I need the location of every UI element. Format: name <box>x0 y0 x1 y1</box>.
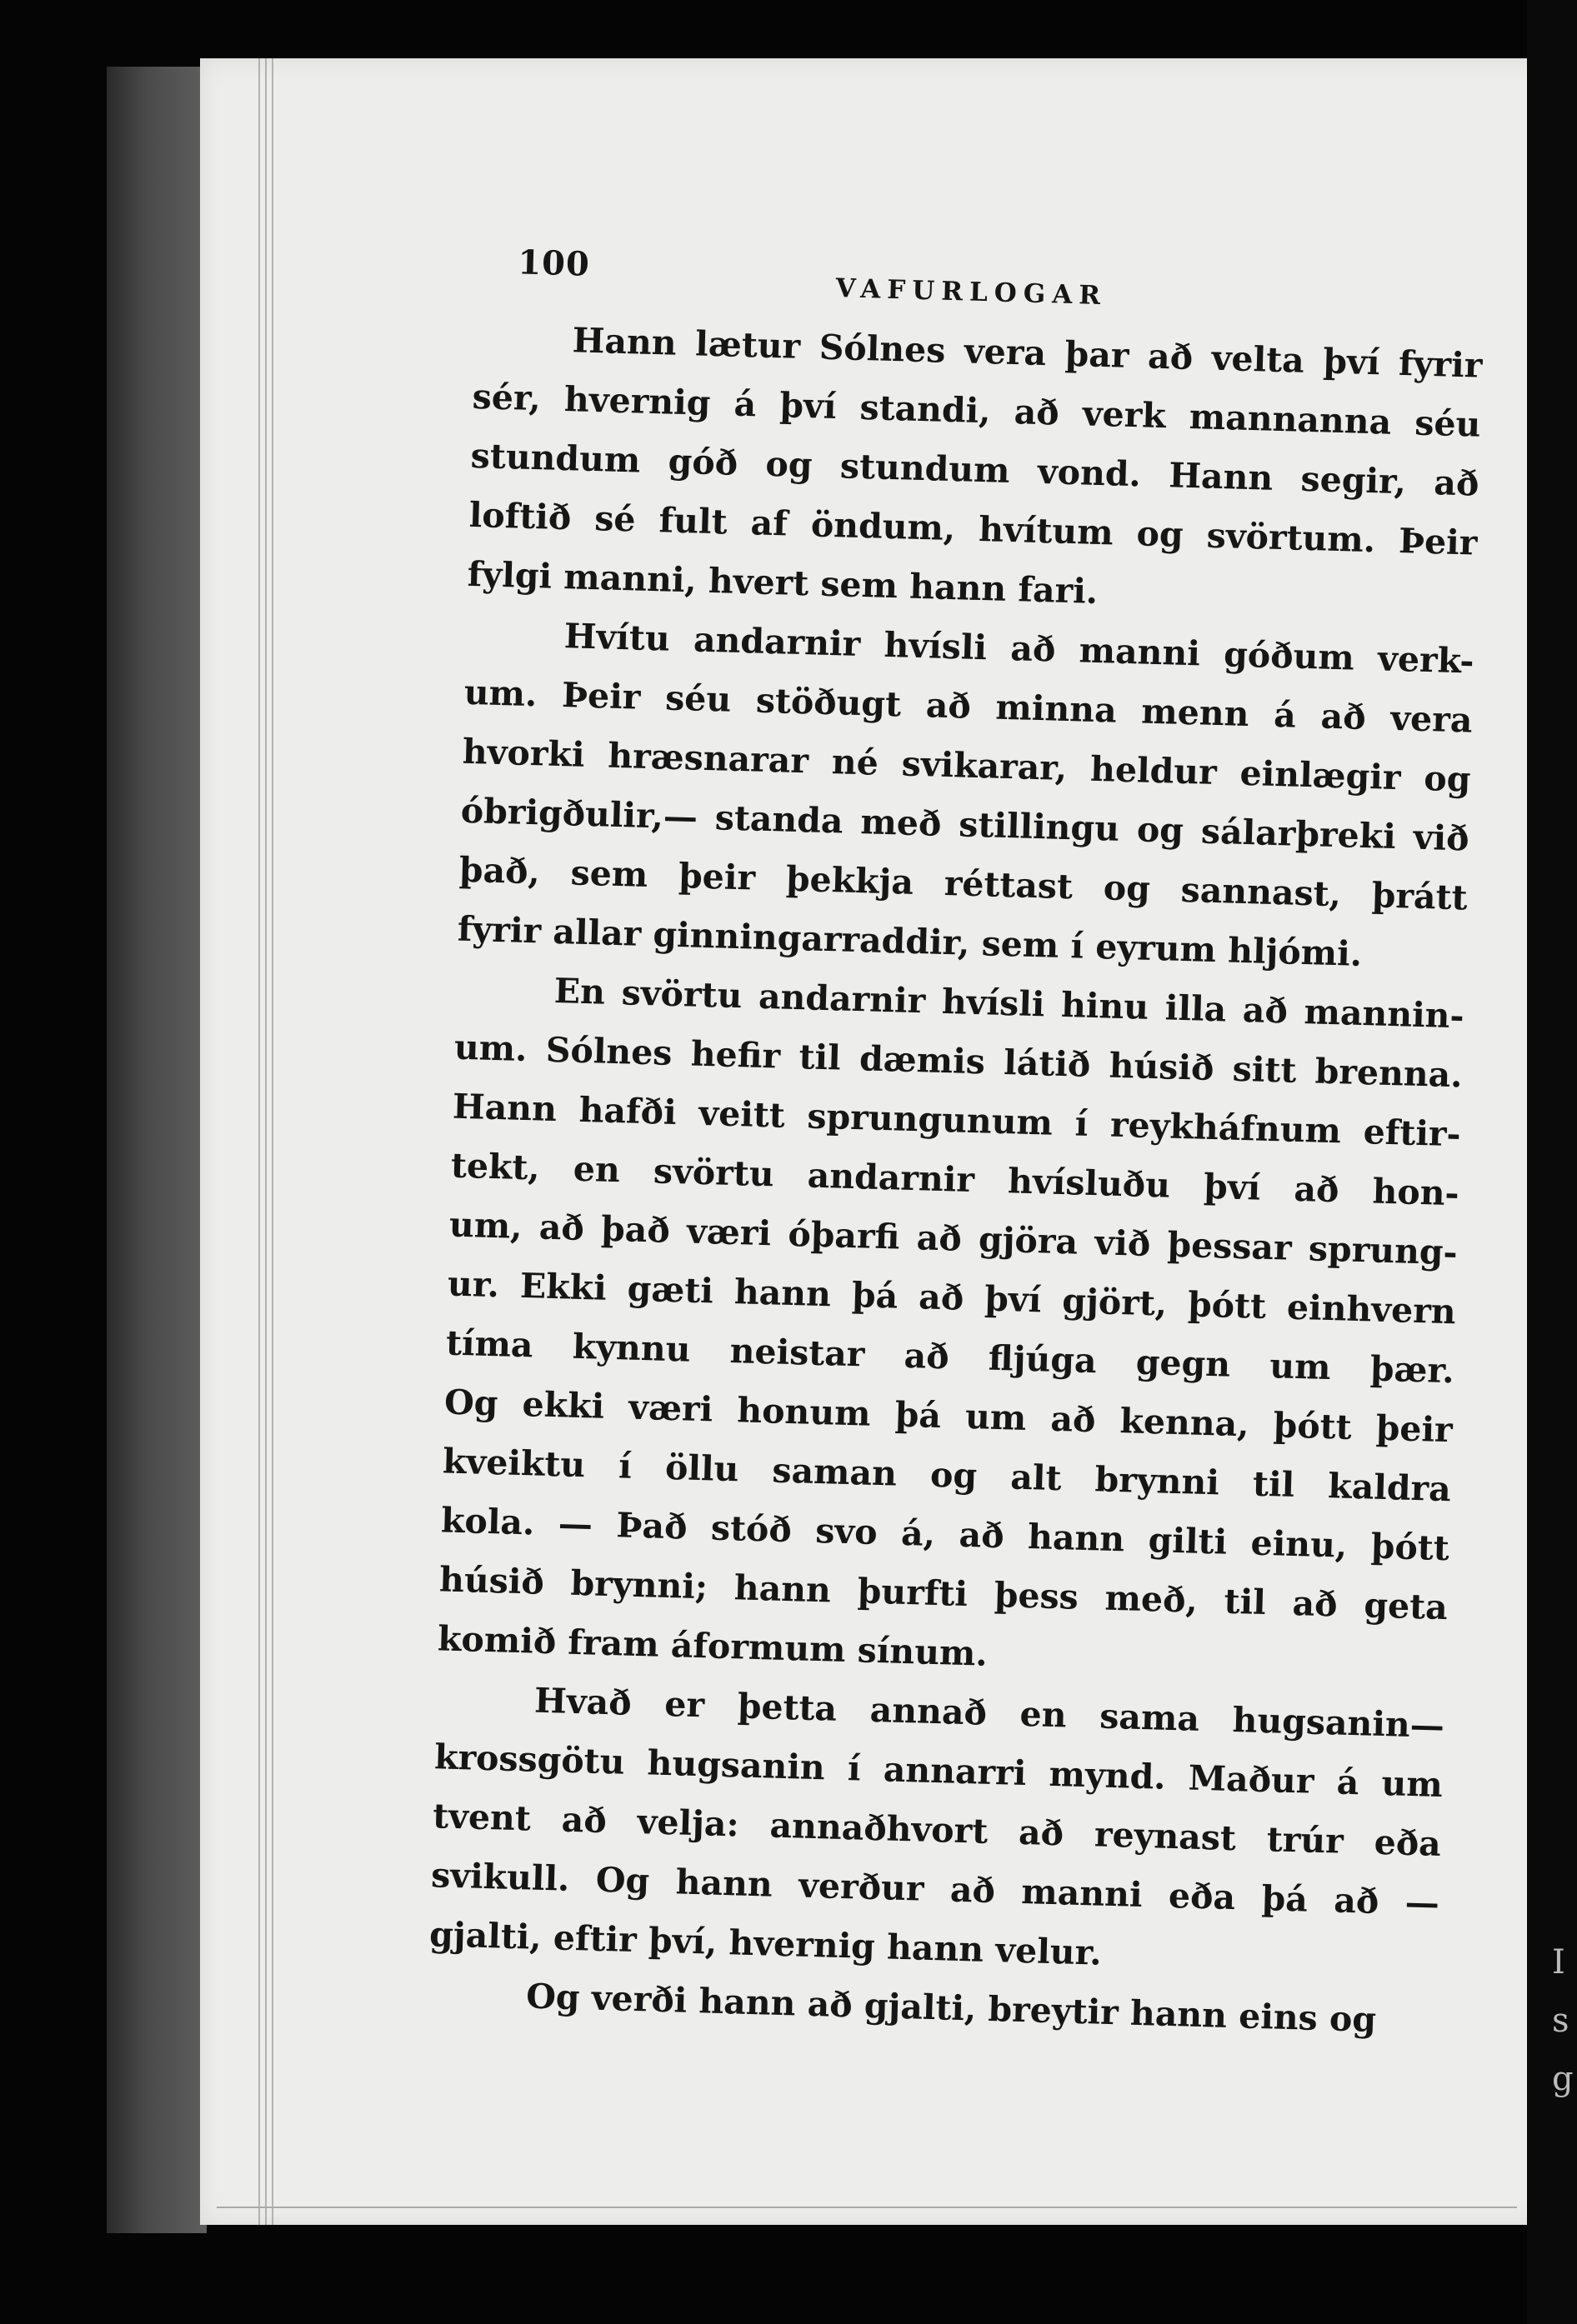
running-title: VAFURLOGAR <box>835 273 1108 312</box>
page-edge-line <box>272 58 273 2225</box>
paragraph <box>437 959 1464 1697</box>
facing-page-edge-text <box>1552 1933 1577 2108</box>
text-line: komið fram áformum sínum. <box>437 1618 989 1674</box>
text-line: Og verði hann að gjalti, breytir hann eins og <box>525 1976 1377 2040</box>
edge-glyph: s <box>1552 2002 1569 2040</box>
text-line: Hann hafði veitt sprungunum í reykháfnum eftir- <box>452 1086 1462 1155</box>
text-line: gjalti, eftir því, hvernig hann velur. <box>428 1914 1103 1973</box>
text-line: svikull. Og hann verður að manni eða þá að — <box>430 1855 1440 1924</box>
text-line: það, sem þeir þekkja réttast og sannast, þrátt <box>458 849 1469 918</box>
text-line: um. Sólnes hefir til dæmis látið húsið sitt brenna. <box>453 1027 1464 1096</box>
text-line: fylgi manni, hvert sem hann fari. <box>467 553 1099 612</box>
text-line: húsið brynni; hann þurfti þess með, til að geta <box>438 1559 1449 1628</box>
page-bottom-edge <box>217 2207 1517 2208</box>
paragraph <box>457 604 1474 987</box>
text-line: um, að það væri óþarfi að gjöra við þessar sprung- <box>448 1204 1459 1273</box>
page-edge-line <box>258 58 260 2225</box>
text-line: loftið sé fult af öndum, hvítum og svörtum. Þeir <box>468 494 1479 563</box>
paragraph <box>467 308 1483 632</box>
text-line: tekt, en svörtu andarnir hvísluðu því að hon- <box>450 1145 1460 1214</box>
text-line: óbrigðulir,— standa með stillingu og sálarþreki við <box>460 790 1470 859</box>
text-line: En svörtu andarnir hvísli hinu illa að mannin- <box>553 970 1465 1037</box>
text-line: hvorki hræsnarar né svikarar, heldur einlægir og <box>462 731 1472 800</box>
text-line: sér, hvernig á því standi, að verk mannanna séu <box>472 376 1482 445</box>
text-line: Hann lætur Sólnes vera þar að velta því fyrir <box>572 320 1483 386</box>
text-line: ur. Ekki gæti hann þá að því gjört, þótt einhvern <box>447 1263 1457 1332</box>
text-line: fyrir allar ginningarraddir, sem í eyrum hljómi. <box>457 908 1363 974</box>
page-text-block <box>427 242 1484 2052</box>
edge-glyph: g <box>1552 2060 1574 2098</box>
text-line: kola. — Það stóð svo á, að hann gilti einu, þótt <box>440 1500 1450 1569</box>
text-line: krossgötu hugsanin í annarri mynd. Maður á um <box>433 1737 1444 1806</box>
text-line: um. Þeir séu stöðugt að minna menn á að vera <box>463 672 1474 741</box>
text-line: kveiktu í öllu saman og alt brynni til kaldra <box>442 1441 1452 1510</box>
text-line: Hvítu andarnir hvísli að manni góðum verk- <box>563 616 1475 682</box>
text-line: Og ekki væri honum þá um að kenna, þótt þeir <box>443 1382 1454 1451</box>
book-spine <box>107 67 207 2233</box>
body-text <box>427 308 1483 2052</box>
edge-glyph: I <box>1552 1943 1565 1982</box>
text-line: tíma kynnu neistar að fljúga gegn um þær. <box>445 1322 1455 1392</box>
paragraph <box>428 1668 1444 1992</box>
text-line: tvent að velja: annaðhvort að reynast trúr eða <box>432 1796 1442 1865</box>
page-number: 100 <box>517 242 591 284</box>
page-edge-line <box>265 58 267 2225</box>
text-line: Hvað er þetta annað en sama hugsanin— <box>533 1680 1445 1747</box>
text-line: stundum góð og stundum vond. Hann segir, að <box>470 435 1480 504</box>
